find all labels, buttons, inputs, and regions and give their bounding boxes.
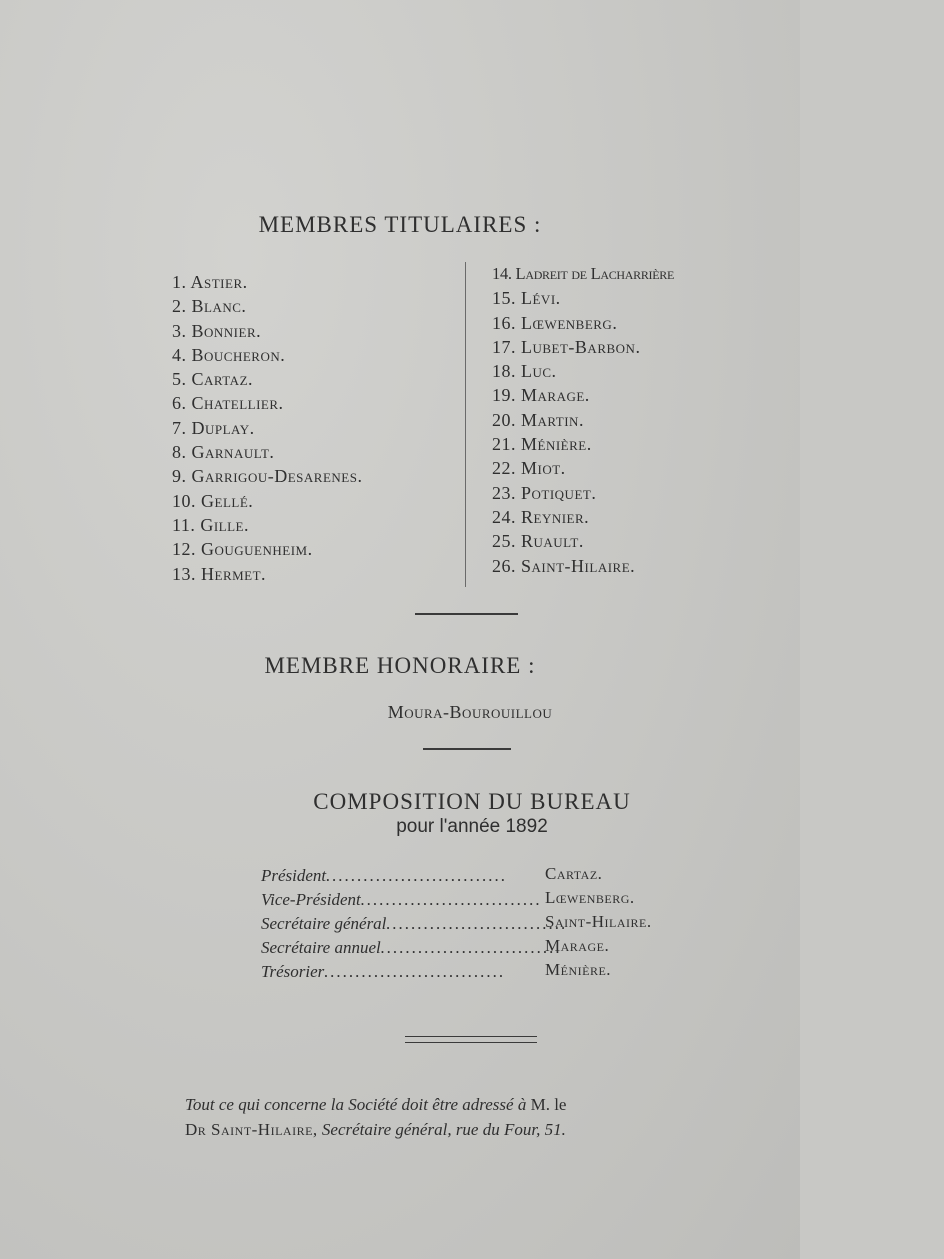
- footer-line-2: [185, 1120, 566, 1140]
- list-item: 22. Miot.: [492, 458, 566, 479]
- separator-rule: [415, 613, 518, 615]
- membres-titulaires-heading: MEMBRES TITULAIRES :: [258, 212, 542, 237]
- list-item: 21. Ménière.: [492, 434, 592, 455]
- list-item: 20. Martin.: [492, 409, 584, 430]
- footer-line-1: [185, 1095, 566, 1115]
- list-item: 17. Lubet-Barbon.: [492, 336, 641, 357]
- list-item: 3. Bonnier.: [172, 320, 262, 341]
- list-item: 15. Lévi.: [492, 288, 561, 309]
- list-item: 12. Gouguenheim.: [172, 539, 313, 560]
- list-item: 10. Gellé.: [172, 490, 254, 511]
- double-separator-rule: [405, 1036, 537, 1043]
- bureau-subtitle: pour l'année 1892: [396, 816, 548, 837]
- list-item: 25. Ruault.: [492, 531, 584, 552]
- footer-address: Secrétaire général, rue du Four, 51.: [321, 1120, 566, 1139]
- officer-role: Trésorier.............................: [261, 962, 506, 981]
- honorary-member-name: Moura-Bourouillou: [387, 702, 553, 722]
- list-item: 19. Marage.: [492, 385, 590, 406]
- list-item: 8. Garnault.: [172, 442, 275, 463]
- list-item: 13. Hermet.: [172, 563, 267, 584]
- list-item: 23. Potiquet.: [492, 482, 597, 503]
- footer-line-1-end: M. le: [530, 1095, 567, 1114]
- officer-name: Lœwenberg.: [545, 888, 635, 907]
- list-item: 9. Garrigou-Desarenes.: [172, 466, 363, 487]
- list-item: 5. Cartaz.: [172, 369, 254, 390]
- officer-role-label: Trésorier: [261, 962, 325, 981]
- officer-role: Secrétaire général.............................: [261, 914, 568, 933]
- list-item: 26. Saint-Hilaire.: [492, 555, 636, 576]
- officer-name: Saint-Hilaire.: [545, 912, 652, 931]
- list-item: 24. Reynier.: [492, 506, 590, 527]
- footer-line-1-italic: Tout ce qui concerne la Société doit être adressé à: [185, 1095, 527, 1114]
- list-item: 1. Astier.: [172, 272, 248, 292]
- bureau-heading: COMPOSITION DU BUREAU: [313, 789, 631, 814]
- list-item: 4. Boucheron.: [172, 344, 286, 365]
- officer-role: Président.............................: [261, 866, 508, 885]
- officer-role-label: Président: [261, 866, 327, 885]
- list-item: 2. Blanc.: [172, 296, 247, 317]
- list-item: 6. Chatellier.: [172, 393, 284, 414]
- officer-role-label: Secrétaire général: [261, 914, 387, 933]
- list-item: 18. Luc.: [492, 361, 557, 382]
- officer-role: Vice-Président.............................: [261, 890, 543, 909]
- column-divider: [465, 262, 466, 587]
- members-list-right: [492, 262, 674, 578]
- officer-name: Cartaz.: [545, 864, 603, 883]
- officer-role-label: Secrétaire annuel: [261, 938, 381, 957]
- list-item: 16. Lœwenberg.: [492, 312, 618, 333]
- members-list-left: [172, 270, 362, 586]
- membre-honoraire-heading: MEMBRE HONORAIRE :: [264, 653, 536, 678]
- officer-name: Ménière.: [545, 960, 612, 979]
- list-item: 7. Duplay.: [172, 417, 255, 438]
- separator-rule: [423, 748, 511, 750]
- list-item: 14. Ladreit de Lacharrière: [492, 264, 675, 283]
- officer-name: Marage.: [545, 936, 610, 955]
- officer-role-label: Vice-Président: [261, 890, 361, 909]
- list-item: 11. Gille.: [172, 514, 249, 535]
- footer-doctor-name: Dr Saint-Hilaire,: [185, 1120, 318, 1139]
- officer-role: Secrétaire annuel.............................: [261, 938, 562, 957]
